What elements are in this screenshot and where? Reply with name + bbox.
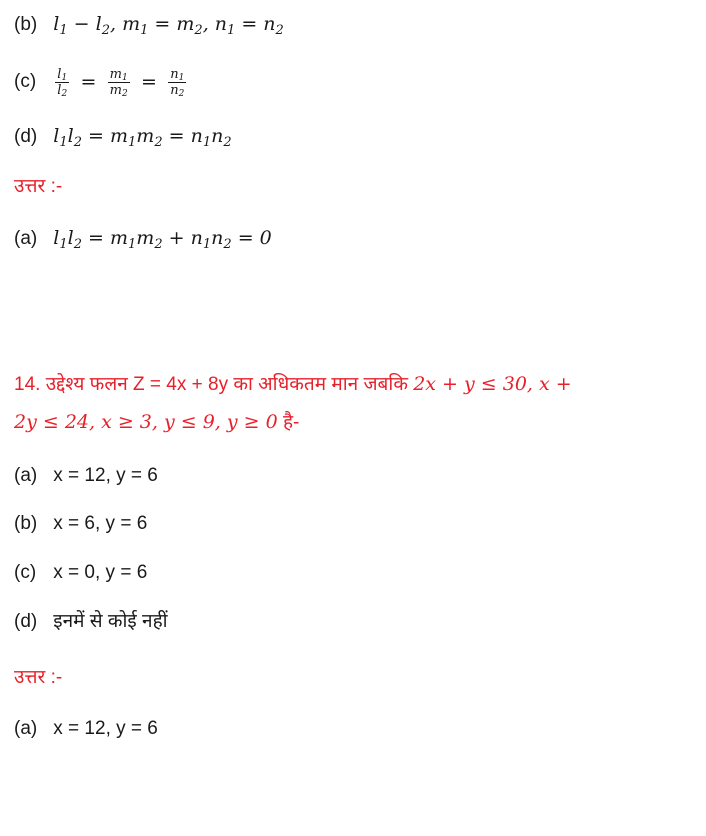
option-label: (c) xyxy=(14,562,37,583)
equals-sign: = xyxy=(80,71,97,93)
option-label: (c) xyxy=(14,71,37,93)
equals-sign: = xyxy=(141,71,157,93)
q14-question-line1 xyxy=(14,372,572,397)
q14-option-d xyxy=(14,610,168,634)
option-d-math: $l_1l_2 = m_1m_2 = n_1n_2$ xyxy=(53,125,232,150)
option-label: (a) xyxy=(14,228,38,249)
option-label: (b) xyxy=(14,513,38,534)
answer-math: $l_1l_2 = m_1m_2 + n_1n_2 = 0$ xyxy=(53,227,272,252)
fraction-m: $\frac{m_1}{m_2}$ xyxy=(109,66,128,99)
q13-option-c xyxy=(14,62,188,102)
fraction-n: $\frac{n_1}{n_2}$ xyxy=(170,66,185,99)
question-suffix: है- xyxy=(282,412,300,433)
option-b-math: $l_1 - l_2$, $m_1 = m_2$, $n_1 = n_2$ xyxy=(53,13,284,38)
q14-option-c xyxy=(14,561,147,585)
option-label: (a) xyxy=(14,465,38,486)
constraints-line2: 2y ≤ 24, x ≥ 3, y ≤ 9, y ≥ 0 xyxy=(14,411,278,433)
q13-answer-label: उत्तर :- xyxy=(14,176,63,197)
q14-answer xyxy=(14,717,158,741)
q14-option-b xyxy=(14,512,147,536)
q13-option-b xyxy=(14,12,284,37)
question-number: 14. xyxy=(14,374,41,395)
q13-option-d xyxy=(14,124,232,149)
option-text: x = 0, y = 6 xyxy=(53,562,148,583)
question-text: उद्देश्य फलन Z = 4x + 8y का अधिकतम मान जबकि xyxy=(45,374,408,395)
option-label: (d) xyxy=(14,611,38,632)
q14-question-line2 xyxy=(14,410,299,435)
fraction-l: $\frac{l_1}{l_2}$ xyxy=(57,66,68,99)
option-text: इनमें से कोई नहीं xyxy=(53,611,168,632)
option-label: (a) xyxy=(14,718,38,739)
option-label: (d) xyxy=(14,126,38,147)
option-label: (b) xyxy=(14,14,38,35)
answer-text: x = 12, y = 6 xyxy=(53,718,158,739)
option-text: x = 12, y = 6 xyxy=(53,465,158,486)
q14-option-a xyxy=(14,464,158,488)
q14-answer-label: उत्तर :- xyxy=(14,667,63,688)
q13-answer xyxy=(14,226,272,251)
option-text: x = 6, y = 6 xyxy=(53,513,148,534)
constraints-line1: 2x + y ≤ 30, x + xyxy=(413,373,572,395)
